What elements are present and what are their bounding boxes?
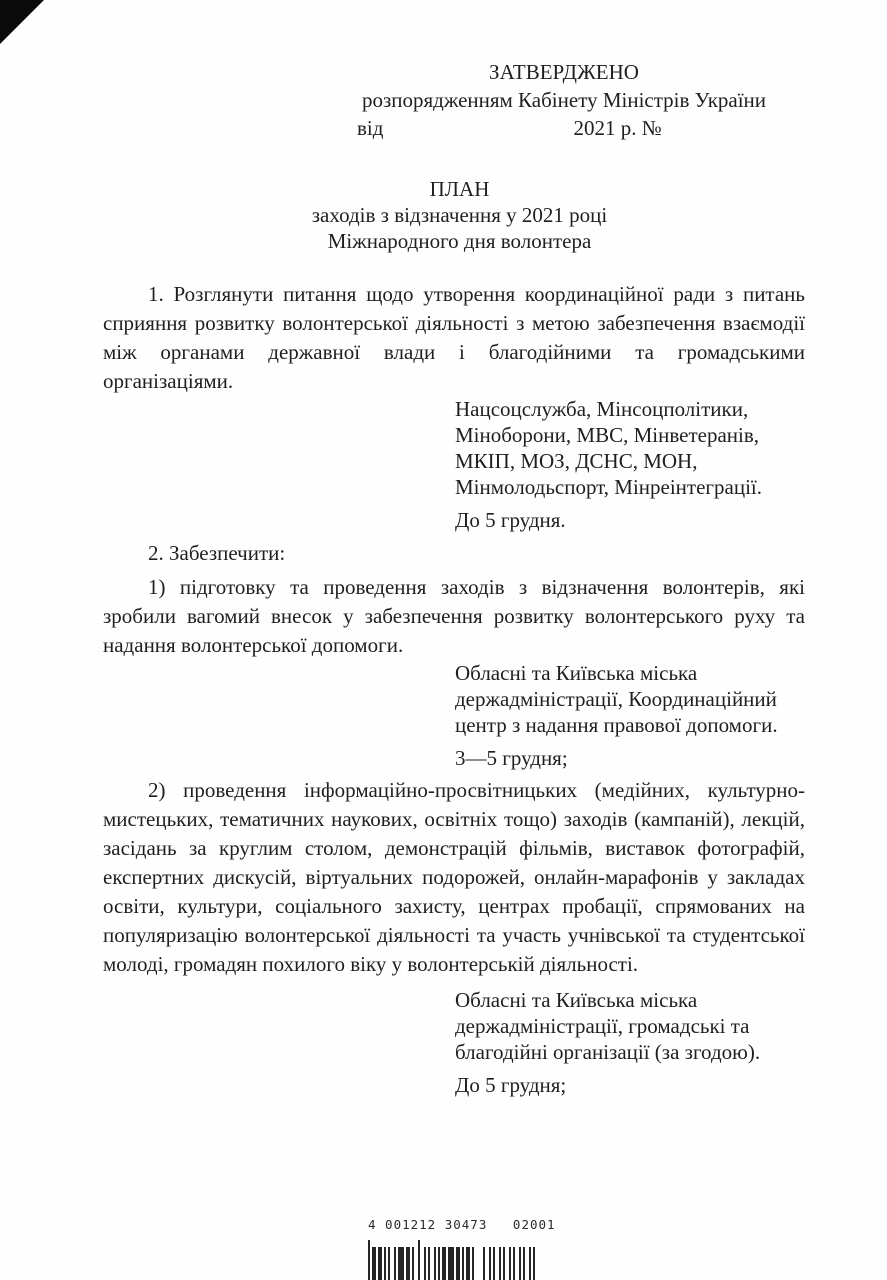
responsible-line: благодійні організації (за згодою). [455, 1040, 761, 1064]
responsible-line: держадміністрації, Координаційний [455, 687, 777, 711]
deadline-1: До 5 грудня. [455, 508, 566, 532]
title-block [0, 176, 887, 254]
responsible-line: МКІП, МОЗ, ДСНС, МОН, [455, 449, 698, 473]
approval-date-line [357, 114, 771, 142]
barcode-digits: 4 001212 30473 02001 [368, 1217, 556, 1232]
paragraph-2-sub-2: 2) проведення інформаційно-просвітницьких (медійних, культурно-мистецьких, тематичних наукових, освітніх тощо) заходів (кампаній), лекцій, засідань за круглим столом, демонстрацій фільмів, виставок фотографій, експертних дискусій, віртуальних подорожей, онлайн-марафонів у закладах освіти, культури, соціального захисту, центрах пробації, спрямованих на популяризацію волонтерської діяльності та участь учнівської та студентської молоді, громадян похилого віку у волонтерській діяльності. [103, 778, 805, 976]
responsible-line: Мінмолодьспорт, Мінреінтеграції. [455, 475, 763, 499]
barcode-bars [368, 1240, 556, 1280]
responsible-line: Нацсоцслужба, Мінсоцполітики, [455, 397, 749, 421]
responsible-line: Обласні та Київська міська [455, 661, 698, 685]
scan-corner-triangle-icon [0, 0, 44, 44]
responsible-block-2 [455, 660, 815, 738]
approval-approved-label: ЗАТВЕРДЖЕНО [489, 60, 639, 84]
doc-title: ПЛАН [429, 177, 490, 201]
doc-subtitle-1: заходів з відзначення у 2021 році [311, 203, 608, 227]
paragraph-2-sub-1: 1) підготовку та проведення заходів з відзначення волонтерів, які зробили вагомий внесок у забезпечення розвитку волонтерського руху та надання волонтерської допомоги. [103, 575, 805, 657]
barcode [368, 1210, 556, 1280]
responsible-line: центр з надання правової допомоги. [455, 713, 778, 737]
approval-block [357, 58, 771, 142]
responsible-line: Обласні та Київська міська [455, 988, 698, 1012]
responsible-line: Міноборони, МВС, Мінветеранів, [455, 423, 760, 447]
doc-subtitle-2: Міжнародного дня волонтера [327, 229, 592, 253]
deadline-2: 3—5 грудня; [455, 746, 568, 770]
approval-by-line: розпорядженням Кабінету Міністрів України [361, 88, 767, 112]
approval-date-prefix: від [357, 116, 384, 140]
approval-date-suffix: 2021 р. № [573, 116, 662, 140]
paragraph-1: 1. Розглянути питання щодо утворення координаційної ради з питань сприяння розвитку волонтерської діяльності з метою забезпечення взаємодії між органами державної влади і благодійними та громадськими організаціями. [103, 282, 805, 393]
paragraph-2-heading: 2. Забезпечити: [148, 541, 286, 565]
responsible-line: держадміністрації, громадські та [455, 1014, 750, 1038]
responsible-block-1 [455, 396, 815, 500]
responsible-block-3 [455, 987, 815, 1065]
deadline-3: До 5 грудня; [455, 1073, 567, 1097]
